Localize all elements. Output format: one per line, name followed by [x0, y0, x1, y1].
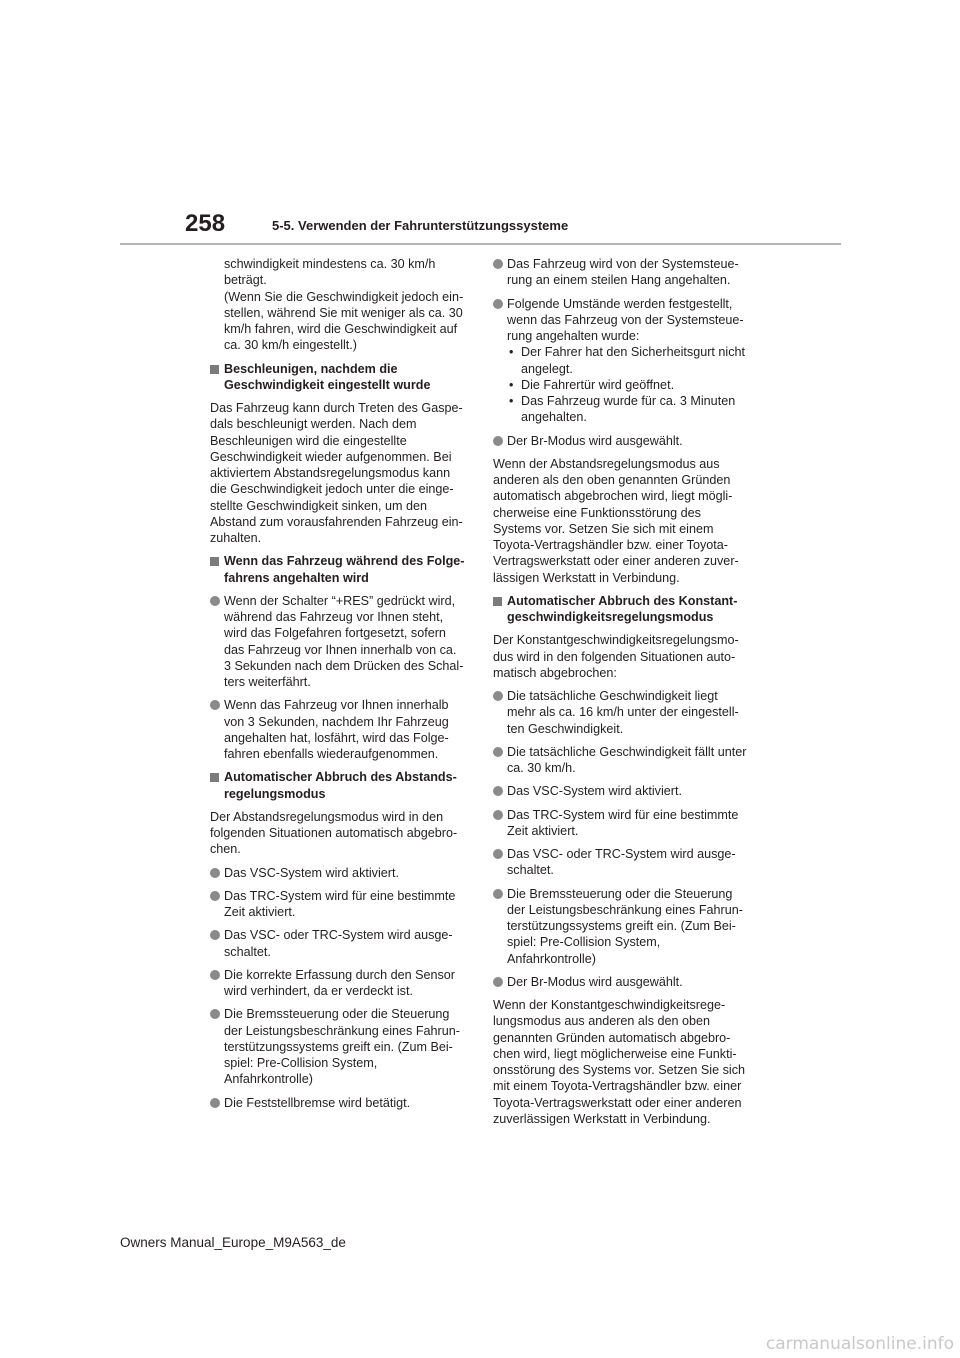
bullet-item [493, 886, 751, 967]
paragraph [493, 456, 751, 586]
text-line: rung an einem steilen Hang angehalten. [507, 273, 731, 288]
circle-bullet-icon [210, 970, 220, 980]
text-line: anderen als den oben genannten Gründen [493, 473, 731, 487]
text-line: terstützungssystems greift ein. (Zum Bei- [224, 1039, 453, 1054]
text-line: Die korrekte Erfassung durch den Sensor [224, 967, 456, 982]
bullet-item [493, 688, 751, 737]
text-line: ten Geschwindigkeit. [507, 721, 624, 736]
circle-bullet-icon [210, 930, 220, 940]
text-line: Beschleunigen, nachdem die [224, 361, 398, 376]
text-line: Das Fahrzeug wurde für ca. 3 Minuten [521, 394, 736, 408]
text-line: Wenn der Schalter “+RES” gedrückt wird, [224, 593, 456, 608]
text-line: spiel: Pre-Collision System, [507, 935, 661, 950]
text-line: ca. 30 km/h eingestellt.) [224, 338, 357, 353]
text-line: angehalten. [521, 410, 587, 425]
text-line: zuverlässigen Werkstatt in Verbindung. [493, 1111, 711, 1126]
text-line: Folgende Umstände werden festgestellt, [507, 296, 733, 311]
text-line: angelegt. [521, 361, 573, 376]
text-line: Die Bremssteuerung oder die Steuerung [224, 1007, 450, 1022]
text-line: Der Abstandsregelungsmodus wird in den [210, 809, 444, 824]
bullet-item [493, 296, 751, 426]
bullet-item [210, 967, 468, 1000]
bullet-item [210, 697, 468, 762]
text-line: Das Fahrzeug kann durch Treten des Gaspe- [210, 401, 463, 415]
right-column [493, 256, 751, 1134]
circle-bullet-icon [210, 700, 220, 710]
text-line: Das VSC- oder TRC-System wird ausge- [224, 928, 453, 943]
circle-bullet-icon [493, 691, 503, 701]
text-line: Wenn das Fahrzeug während des Folge- [224, 554, 465, 569]
paragraph [210, 400, 468, 546]
text-line: ters weiterfährt. [224, 675, 311, 689]
text-line: stellen, während Sie mit weniger als ca. 30 [224, 305, 463, 320]
text-line: wird das Folgefahren fortgesetzt, sofern [224, 626, 446, 641]
text-line: chen. [210, 842, 241, 857]
section-title: 5-5. Verwenden der Fahrunterstützungssysteme [272, 218, 569, 233]
paragraph [493, 997, 751, 1127]
text-line: aktiviertem Abstandsregelungsmodus kann [210, 466, 451, 480]
paragraph [493, 632, 751, 681]
bullet-item [210, 1095, 468, 1111]
text-line: dals beschleunigt werden. Nach dem [210, 417, 417, 432]
text-line: onsstörung des Systems vor. Setzen Sie sich [493, 1063, 745, 1077]
bullet-item [493, 433, 751, 449]
bullet-item [210, 888, 468, 921]
text-line: chen wird, liegt möglicherweise eine Funkti- [493, 1046, 737, 1061]
text-line: zuhalten. [210, 531, 262, 545]
text-line: mehr als ca. 16 km/h unter der eingestell- [507, 705, 739, 720]
circle-bullet-icon [493, 849, 503, 859]
text-line: Zeit aktiviert. [224, 905, 296, 919]
text-line: Wenn der Abstandsregelungsmodus aus [493, 456, 720, 471]
text-line: automatisch abgebrochen wird, liegt mögli- [493, 489, 733, 504]
text-line: Das TRC-System wird für eine bestimmte [507, 807, 739, 822]
bullet-item [493, 744, 751, 777]
text-line: Das Fahrzeug wird von der Systemsteue- [507, 257, 739, 271]
header-rule [120, 243, 841, 245]
bullet-item [493, 846, 751, 879]
footer-manual-id: Owners Manual_Europe_M9A563_de [120, 1235, 346, 1250]
text-line: mit einem Toyota-Vertragshändler bzw. einer [493, 1079, 742, 1094]
text-line: terstützungssystems greift ein. (Zum Bei- [507, 919, 736, 933]
text-line: Toyota-Vertragshändler bzw. einer Toyota- [493, 538, 728, 552]
text-line: Die tatsächliche Geschwindigkeit liegt [507, 689, 718, 703]
circle-bullet-icon [210, 596, 220, 606]
text-line: schaltet. [224, 944, 271, 959]
text-line: Abstand zum vorausfahrenden Fahrzeug ein- [210, 514, 463, 529]
text-line: folgenden Situationen automatisch abgebro- [210, 826, 458, 840]
bullet-item [210, 593, 468, 691]
text-line: das Fahrzeug vor Ihnen innerhalb von ca. [224, 642, 457, 657]
text-line: Automatischer Abbruch des Konstant- [507, 593, 738, 608]
left-column [210, 256, 468, 1118]
text-line: rung angehalten wurde: [507, 329, 640, 343]
circle-bullet-icon [493, 436, 503, 446]
circle-bullet-icon [210, 868, 220, 878]
square-bullet-icon [210, 773, 219, 782]
text-line: lungsmodus aus anderen als den oben [493, 1014, 711, 1029]
circle-bullet-icon [210, 1098, 220, 1108]
circle-bullet-icon [493, 786, 503, 796]
text-line: wird verhindert, da er verdeckt ist. [224, 984, 413, 998]
text-line: Die Fahrertür wird geöffnet. [521, 377, 675, 392]
text-line: ca. 30 km/h. [507, 761, 576, 775]
text-line: schwindigkeit mindestens ca. 30 km/h [224, 257, 436, 271]
text-line: Anfahrkontrolle) [224, 1072, 313, 1087]
square-bullet-icon [210, 365, 219, 374]
bullet-item [493, 783, 751, 799]
circle-bullet-icon [210, 1009, 220, 1019]
text-line: km/h fahren, wird die Geschwindigkeit auf [224, 322, 458, 336]
text-line: dus wird in den folgenden Situationen auto- [493, 649, 736, 664]
text-line: Wenn der Konstantgeschwindigkeitsrege- [493, 998, 726, 1012]
text-line: Geschwindigkeit wieder aufgenommen. Bei [210, 449, 452, 464]
bullet-item [210, 1006, 468, 1087]
text-line: Die tatsächliche Geschwindigkeit fällt unter [507, 744, 747, 759]
text-line: fahrens angehalten wird [224, 570, 369, 585]
text-line: geschwindigkeitsregelungsmodus [507, 610, 714, 624]
text-line: Die Bremssteuerung oder die Steuerung [507, 886, 733, 901]
text-line: Automatischer Abbruch des Abstands- [224, 770, 457, 785]
text-line: der Leistungsbeschränkung eines Fahrun- [224, 1023, 460, 1038]
text-line: Anfahrkontrolle) [507, 951, 596, 966]
text-line: lässigen Werkstatt in Verbindung. [493, 570, 680, 585]
text-line: angehalten hat, losfährt, wird das Folge- [224, 730, 449, 745]
text-line: Beschleunigen wird die eingestellte [210, 433, 407, 448]
text-line: fahren ebenfalls wiederaufgenommen. [224, 747, 439, 761]
text-line: Wenn das Fahrzeug vor Ihnen innerhalb [224, 698, 449, 713]
circle-bullet-icon [493, 977, 503, 987]
dot-bullet-icon: • [509, 345, 514, 360]
continued-text [210, 256, 468, 354]
text-line: 3 Sekunden nach dem Drücken des Schal- [224, 658, 464, 673]
text-line: Das VSC-System wird aktiviert. [224, 865, 399, 880]
bullet-item [210, 927, 468, 960]
text-line: spiel: Pre-Collision System, [224, 1056, 378, 1070]
text-line: beträgt. [224, 273, 267, 288]
text-line: Das TRC-System wird für eine bestimmte [224, 888, 456, 903]
text-line: der Leistungsbeschränkung eines Fahrun- [507, 902, 743, 917]
sub-bullet-item [507, 393, 751, 426]
text-line: genannten Gründen automatisch abgebro- [493, 1030, 731, 1045]
text-line: während das Fahrzeug vor Ihnen steht, [224, 610, 444, 624]
text-line: Der Fahrer hat den Sicherheitsgurt nicht [521, 345, 746, 360]
text-line: die Geschwindigkeit jedoch unter die einge- [210, 482, 454, 497]
text-line: (Wenn Sie die Geschwindigkeit jedoch ein- [224, 289, 464, 304]
text-line: Toyota-Vertragswerkstatt oder einer anderen [493, 1095, 742, 1110]
page-number: 258 [185, 210, 226, 237]
bullet-item [493, 974, 751, 990]
text-line: Die Feststellbremse wird betätigt. [224, 1095, 411, 1110]
sub-bullet-item [507, 377, 751, 393]
text-line: stellte Geschwindigkeit sinken, um den [210, 498, 428, 513]
sub-bullet-item [507, 344, 751, 377]
circle-bullet-icon [493, 747, 503, 757]
text-line: von 3 Sekunden, nachdem Ihr Fahrzeug [224, 714, 449, 729]
text-line: Der Konstantgeschwindigkeitsregelungsmo- [493, 633, 739, 648]
text-line: Der Br-Modus wird ausgewählt. [507, 433, 683, 448]
dot-bullet-icon: • [509, 377, 514, 392]
text-line: regelungsmodus [224, 786, 326, 801]
text-line: Systems vor. Setzen Sie sich mit einem [493, 521, 714, 536]
text-line: matisch abgebrochen: [493, 665, 617, 680]
circle-bullet-icon [493, 299, 503, 309]
site-watermark: carmanualsonline.info [765, 1334, 954, 1354]
text-line: cherweise eine Funktionsstörung des [493, 505, 701, 520]
text-line: Das VSC-System wird aktiviert. [507, 784, 682, 799]
text-line: Vertragswerkstatt oder einer anderen zuver- [493, 554, 739, 569]
bullet-item [210, 865, 468, 881]
text-line: Der Br-Modus wird ausgewählt. [507, 974, 683, 989]
bullet-item [493, 807, 751, 840]
square-bullet-icon [493, 597, 502, 606]
bullet-item [493, 256, 751, 289]
text-line: schaltet. [507, 863, 554, 878]
text-line: Das VSC- oder TRC-System wird ausge- [507, 847, 736, 861]
circle-bullet-icon [210, 891, 220, 901]
subsection-heading [210, 553, 468, 586]
text-line: Zeit aktiviert. [507, 823, 579, 838]
subsection-heading [210, 769, 468, 802]
circle-bullet-icon [493, 259, 503, 269]
circle-bullet-icon [493, 889, 503, 899]
circle-bullet-icon [493, 810, 503, 820]
text-line: wenn das Fahrzeug von der Systemsteue- [507, 312, 744, 327]
subsection-heading [210, 361, 468, 394]
subsection-heading [493, 593, 751, 626]
square-bullet-icon [210, 557, 219, 566]
dot-bullet-icon: • [509, 394, 514, 408]
paragraph [210, 809, 468, 858]
text-line: Geschwindigkeit eingestellt wurde [224, 377, 431, 392]
